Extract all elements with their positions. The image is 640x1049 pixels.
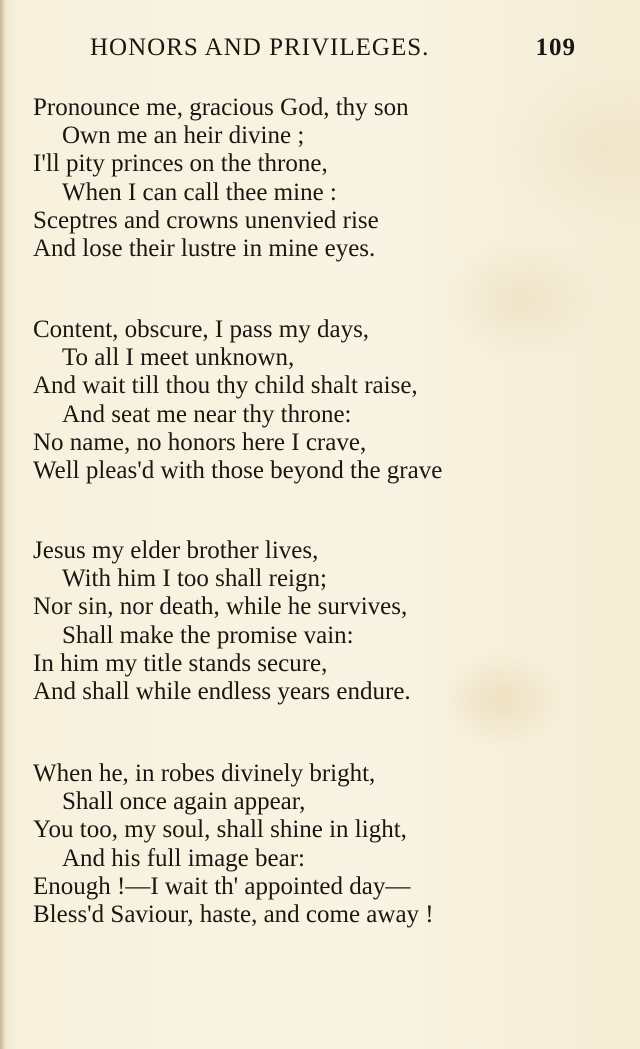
verse-line: And shall while endless years endure.	[33, 677, 411, 705]
stanza-4	[33, 760, 613, 929]
verse-line: Enough !—I wait th' appointed day—	[33, 872, 411, 900]
verse-line: Bless'd Saviour, haste, and come away !	[33, 900, 434, 928]
verse-line: No name, no honors here I crave,	[33, 428, 367, 456]
verse-line: Shall make the promise vain:	[62, 621, 354, 649]
stanza-1	[33, 94, 613, 263]
verse-line: And wait till thou thy child shalt raise,	[33, 372, 418, 400]
stanza-2	[33, 316, 613, 485]
verse-line: Sceptres and crowns unenvied rise	[33, 206, 379, 234]
verse-line: Own me an heir divine ;	[62, 122, 305, 150]
verse-line: Pronounce me, gracious God, thy son	[33, 94, 409, 121]
running-head	[90, 34, 580, 74]
verse-line: With him I too shall reign;	[62, 565, 327, 593]
verse-line: Jesus my elder brother lives,	[33, 537, 319, 564]
running-head-title: HONORS AND PRIVILEGES.	[90, 34, 430, 61]
verse-line: And seat me near thy throne:	[62, 400, 352, 428]
verse-line: When he, in robes divinely bright,	[33, 760, 376, 787]
verse-line: Nor sin, nor death, while he survives,	[33, 593, 408, 621]
page-number: 109	[535, 34, 576, 61]
page-gutter-shadow	[0, 0, 6, 1049]
stanza-3	[33, 537, 613, 706]
verse-line: In him my title stands secure,	[33, 649, 328, 677]
verse-line: And lose their lustre in mine eyes.	[33, 234, 376, 262]
verse-line: When I can call thee mine :	[62, 178, 337, 206]
verse-line: Shall once again appear,	[62, 788, 306, 816]
verse-line: Well pleas'd with those beyond the grave	[33, 456, 443, 484]
verse-line: Content, obscure, I pass my days,	[33, 316, 370, 343]
verse-line: And his full image bear:	[62, 844, 305, 872]
verse-line: I'll pity princes on the throne,	[33, 150, 328, 178]
verse-line: You too, my soul, shall shine in light,	[33, 816, 407, 844]
verse-line: To all I meet unknown,	[62, 344, 295, 372]
